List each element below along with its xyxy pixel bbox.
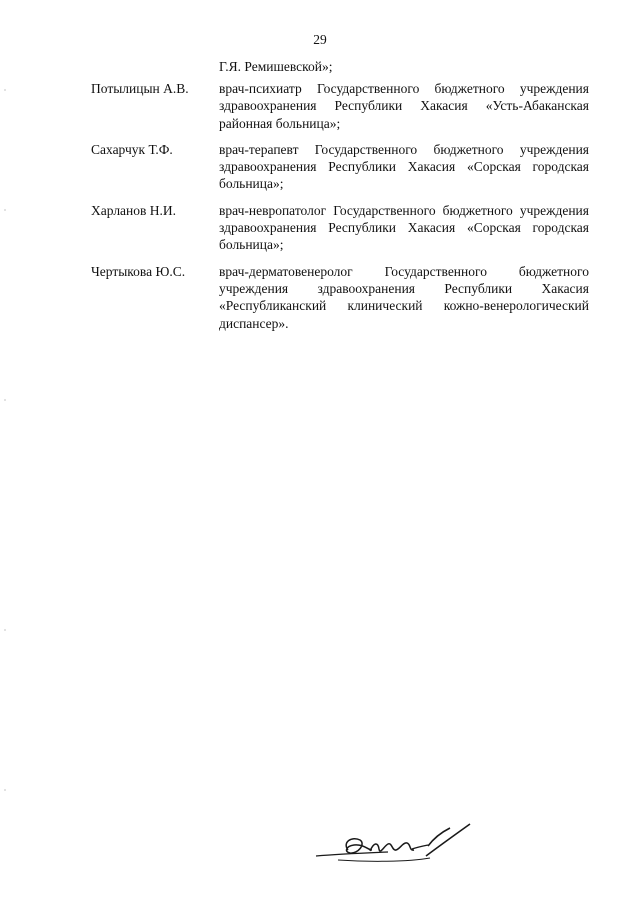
roster-entry bbox=[91, 141, 589, 193]
person-role: врач-дерматовенеролог Государственного бюджетного учреждения здравоохранения Республики Хакасия «Республиканский клинический кожно-венерологический диспансер». bbox=[219, 263, 589, 331]
scan-margin-dots bbox=[4, 70, 6, 870]
person-role: врач-психиатр Государственного бюджетного учреждения здравоохранения Республики Хакасия «Усть-Абаканская районная больница»; bbox=[219, 81, 589, 131]
person-name: Чертыкова Ю.С. bbox=[91, 263, 186, 279]
person-name: Потылицын А.В. bbox=[91, 81, 189, 96]
person-name: Сахарчук Т.Ф. bbox=[91, 141, 173, 157]
handwritten-signature bbox=[308, 820, 478, 875]
roster-entry bbox=[91, 202, 589, 254]
person-role: врач-терапевт Государственного бюджетного учреждения здравоохранения Республики Хакасия «Сорская городская больница»; bbox=[219, 141, 589, 192]
staff-roster bbox=[91, 80, 589, 341]
continuation-text: Г.Я. Ремишевской»; bbox=[219, 59, 333, 74]
person-role: врач-невропатолог Государственного бюджетного учреждения здравоохранения Республики Хакасия «Сорская городская больница»; bbox=[219, 202, 589, 253]
roster-entry bbox=[91, 80, 589, 132]
person-name: Харланов Н.И. bbox=[91, 202, 177, 218]
page-number: 29 bbox=[313, 32, 327, 47]
roster-entry bbox=[91, 263, 589, 332]
